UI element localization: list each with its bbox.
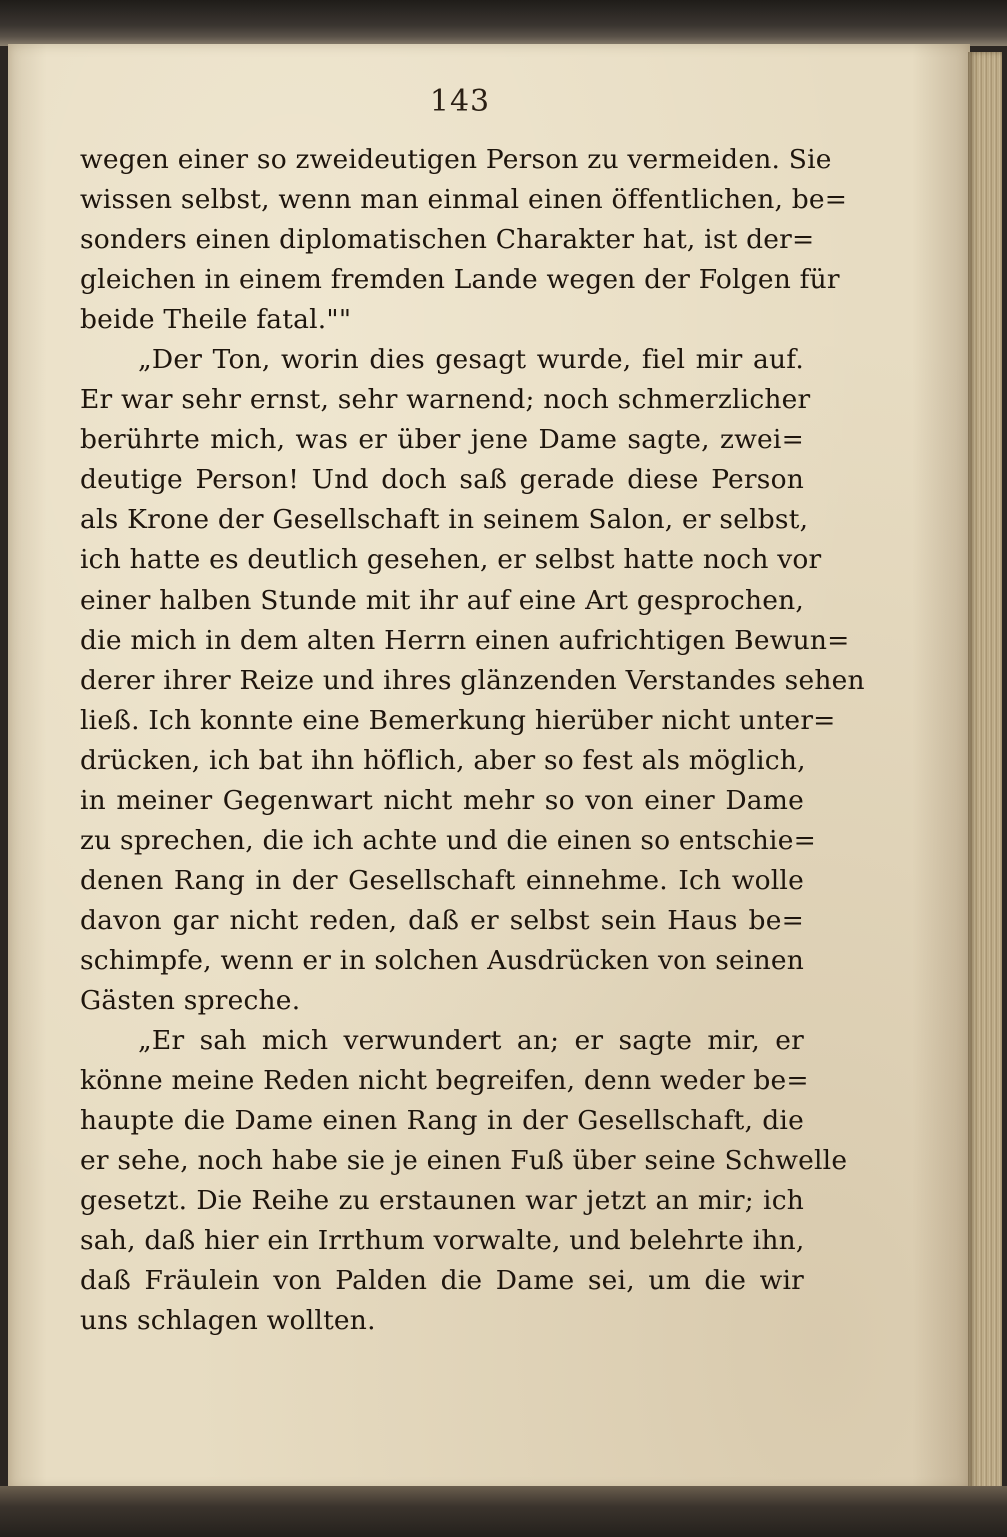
- text-line: „Er sah mich verwundert an; er sagte mir, er: [138, 1025, 804, 1057]
- text-line: davon gar nicht reden, daß er selbst sein Haus be=: [80, 904, 804, 936]
- text-line: denen Rang in der Gesellschaft einnehme. Ich wolle: [80, 864, 804, 896]
- text-line: schimpfe, wenn er in solchen Ausdrücken von seinen: [80, 944, 804, 976]
- text-line: als Krone der Gesellschaft in seinem Salon, er selbst,: [80, 504, 809, 536]
- book-top-edge: [0, 0, 1007, 46]
- body-text: [80, 140, 865, 1341]
- text-line: deutige Person! Und doch saß gerade diese Person: [80, 464, 804, 496]
- text-line: ich hatte es deutlich gesehen, er selbst hatte noch vor: [80, 544, 822, 576]
- text-line: beide Theile fatal."": [80, 304, 352, 336]
- text-line: die mich in dem alten Herrn einen aufrichtigen Bewun=: [80, 624, 850, 656]
- text-line: könne meine Reden nicht begreifen, denn weder be=: [80, 1065, 809, 1097]
- text-line: wissen selbst, wenn man einmal einen öffentlichen, be=: [80, 184, 848, 216]
- text-line: sonders einen diplomatischen Charakter hat, ist der=: [80, 224, 815, 256]
- text-line: daß Fräulein von Palden die Dame sei, um die wir: [80, 1265, 804, 1297]
- text-line: sah, daß hier ein Irrthum vorwalte, und belehrte ihn,: [80, 1225, 805, 1257]
- text-line: berührte mich, was er über jene Dame sagte, zwei=: [80, 424, 804, 456]
- text-line: zu sprechen, die ich achte und die einen so entschie=: [80, 824, 816, 856]
- text-line: wegen einer so zweideutigen Person zu vermeiden. Sie: [80, 144, 832, 175]
- page-number: 143: [429, 84, 491, 119]
- text-line: er sehe, noch habe sie je einen Fuß über seine Schwelle: [80, 1145, 848, 1177]
- text-line: haupte die Dame einen Rang in der Gesellschaft, die: [80, 1105, 804, 1137]
- text-line: gleichen in einem fremden Lande wegen der Folgen für: [80, 264, 840, 296]
- text-line: uns schlagen wollten.: [80, 1305, 376, 1337]
- page-stack-edge: [968, 52, 1002, 1492]
- text-line: gesetzt. Die Reihe zu erstaunen war jetzt an mir; ich: [80, 1185, 804, 1217]
- text-line: Gästen spreche.: [80, 984, 301, 1016]
- book-bottom-edge: [0, 1486, 1007, 1537]
- text-line: ließ. Ich konnte eine Bemerkung hierüber nicht unter=: [80, 704, 836, 736]
- text-line: Er war sehr ernst, sehr warnend; noch schmerzlicher: [80, 384, 811, 416]
- text-line: in meiner Gegenwart nicht mehr so von einer Dame: [80, 784, 804, 816]
- text-line: einer halben Stunde mit ihr auf eine Art gesprochen,: [80, 584, 804, 616]
- text-line: drücken, ich bat ihn höflich, aber so fest als möglich,: [80, 744, 806, 776]
- text-line: derer ihrer Reize und ihres glänzenden Verstandes sehen: [80, 664, 865, 696]
- text-line: „Der Ton, worin dies gesagt wurde, fiel mir auf.: [138, 344, 804, 376]
